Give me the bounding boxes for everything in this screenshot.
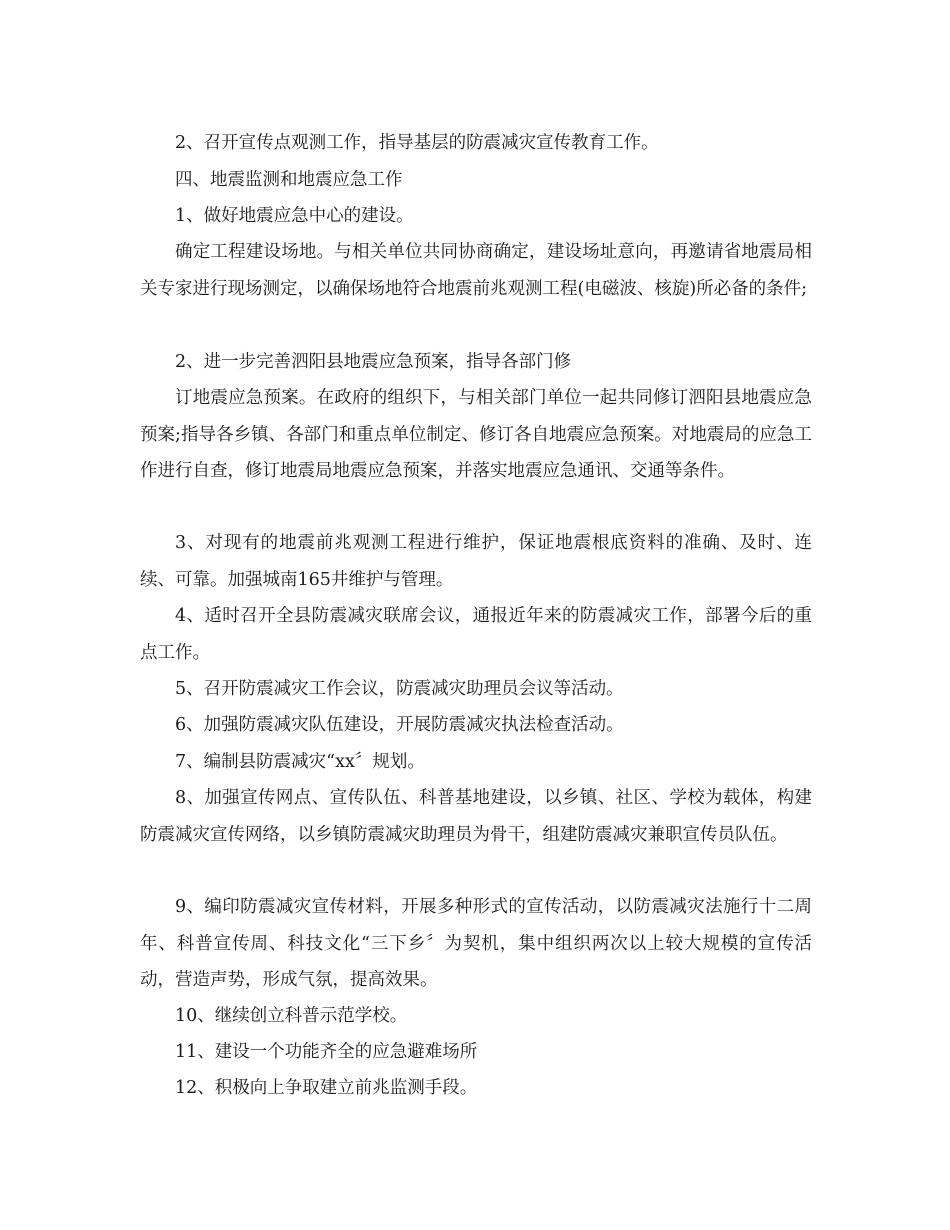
paragraph-1: 2、召开宣传点观测工作，指导基层的防震减灾宣传教育工作。 [175,133,659,153]
paragraph-10: 6、加强防震减灾队伍建设，开展防震减灾执法检查活动。 [175,715,624,735]
paragraph-15: 11、建设一个功能齐全的应急避难场所 [175,1042,478,1062]
paragraph-3: 1、做好地震应急中心的建设。 [175,206,414,226]
paragraph-16: 12、积极向上争取建立前兆监测手段。 [175,1078,478,1098]
paragraph-6: 订地震应急预案。在政府的组织下，与相关部门单位一起共同修订泗阳县地震应急预案;指导各乡镇、各部门和重点单位制定、修订各自地震应急预案。对地震局的应急工作进行自查，修订地震局地震应急预案，并落实地震应急通讯、交通等条件。 [140,388,812,481]
paragraph-13: 9、编印防震减灾宣传材料，开展多种形式的宣传活动，以防震减灾法施行十二周年、科普宣传周、科技文化“三下乡〞为契机，集中组织两次以上较大规模的宣传活动，营造声势，形成气氛，提高效果。 [140,897,812,990]
paragraph-14: 10、继续创立科普示范学校。 [175,1006,408,1026]
paragraph-12: 8、加强宣传网点、宣传队伍、科普基地建设，以乡镇、社区、学校为载体，构建防震减灾宣传网络，以乡镇防震减灾助理员为骨干，组建防震减灾兼职宣传员队伍。 [140,788,812,845]
paragraph-11: 7、编制县防震减灾“xx〞规划。 [175,752,425,772]
paragraph-7: 3、对现有的地震前兆观测工程进行维护，保证地震根底资料的准确、及时、连续、可靠。加强城南165井维护与管理。 [140,533,812,590]
paragraph-5: 2、进一步完善泗阳县地震应急预案，指导各部门修 [175,352,572,372]
paragraph-4: 确定工程建设场地。与相关单位共同协商确定，建设场址意向，再邀请省地震局相关专家进行现场测定，以确保场地符合地震前兆观测工程(电磁波、核旋)所必备的条件; [140,242,812,299]
paragraph-8: 4、适时召开全县防震减灾联席会议，通报近年来的防震减灾工作，部署今后的重点工作。 [140,606,812,663]
paragraph-9: 5、召开防震减灾工作会议，防震减灾助理员会议等活动。 [175,679,624,699]
section-heading: 四、地震监测和地震应急工作 [175,170,403,190]
